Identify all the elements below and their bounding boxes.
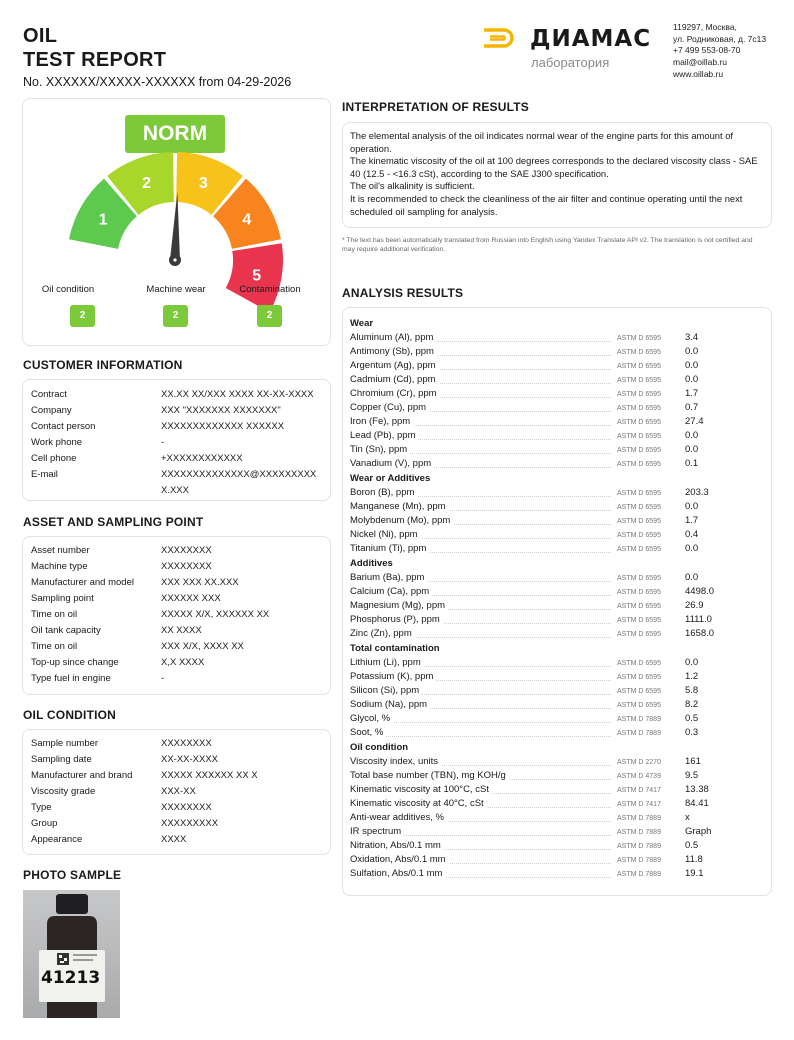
asset-heading: ASSET AND SAMPLING POINT	[23, 515, 204, 529]
field-value: X,X XXXX	[161, 657, 205, 668]
result-row	[350, 500, 762, 514]
test-method: ASTM D 6595	[617, 419, 661, 426]
parameter-name	[350, 712, 617, 726]
field-label: Manufacturer and brand	[31, 770, 133, 781]
parameter-name-text: Copper (Cu), ppm	[350, 402, 429, 413]
field-label: Sampling date	[31, 754, 92, 765]
parameter-name-text: Anti-wear additives, %	[350, 812, 447, 823]
test-method: ASTM D 7417	[617, 787, 661, 794]
gauge-segment-label: 3	[198, 175, 208, 193]
parameter-name	[350, 797, 617, 811]
report-number: No. XXXXXX/XXXXX-XXXXXX from 04-29-2026	[23, 75, 292, 89]
result-value: 0.0	[685, 374, 699, 385]
result-row	[350, 698, 762, 712]
interpretation-paragraph: It is recommended to check the cleanliness of the air filter and continue operating until the next scheduled oil sampling for analysis.	[350, 192, 743, 217]
gauge-segment-label: 4	[242, 211, 252, 229]
group-heading-oil-condition: Oil condition	[350, 742, 409, 753]
result-row	[350, 443, 762, 457]
test-method: ASTM D 6595	[617, 546, 661, 553]
group-heading-wear-or-additives: Wear or Additives	[350, 473, 431, 484]
field-value: XX.XX XX/XXX XXXX XX-XX-XXXX	[161, 389, 314, 400]
contact-line: +7 499 553-08-70	[673, 45, 741, 56]
result-value: 3.4	[685, 332, 699, 343]
result-value: 0.0	[685, 501, 699, 512]
parameter-name	[350, 853, 617, 867]
interpretation-paragraph: The oil's alkalinity is sufficient.	[350, 180, 475, 192]
field-value: XXXXXXXX	[161, 738, 212, 749]
parameter-name-text: Antimony (Sb), ppm	[350, 346, 437, 357]
indicator-label-contamination: Contamination	[239, 284, 301, 295]
parameter-name	[350, 331, 617, 345]
result-row	[350, 670, 762, 684]
parameter-name-text: Total base number (TBN), mg KOH/g	[350, 770, 509, 781]
result-row	[350, 656, 762, 670]
result-value: 0.0	[685, 657, 699, 668]
test-method: ASTM D 6595	[617, 603, 661, 610]
contact-line: ул. Родниковая, д. 7с13	[673, 33, 767, 44]
result-row	[350, 415, 762, 429]
parameter-name-text: Sodium (Na), ppm	[350, 699, 430, 710]
field-label: Sample number	[31, 738, 99, 749]
result-value: 84.41	[685, 798, 709, 809]
field-label: Contact person	[31, 421, 96, 432]
result-row	[350, 769, 762, 783]
field-value: -	[161, 437, 165, 448]
test-method: ASTM D 6595	[617, 631, 661, 638]
field-value: XXXXXXXXXXXXX XXXXXX	[161, 421, 285, 432]
asset-row-sampling-point	[31, 591, 321, 607]
test-method: ASTM D 6595	[617, 461, 661, 468]
machine-wear-badge: 2	[163, 305, 188, 327]
parameter-name-text: Soot, %	[350, 727, 386, 738]
result-row	[350, 825, 762, 839]
field-label: E-mail	[31, 469, 58, 480]
result-row	[350, 811, 762, 825]
result-row	[350, 839, 762, 853]
logo-name: ДИАМАС	[530, 26, 652, 52]
test-method: ASTM D 6595	[617, 617, 661, 624]
field-label: Appearance	[31, 834, 83, 845]
result-value: 8.2	[685, 699, 699, 710]
field-label: Sampling point	[31, 593, 94, 604]
sample-label-number: 41213	[41, 968, 101, 988]
oil-bottle-icon	[23, 890, 120, 1018]
status-badge: NORM	[125, 115, 225, 153]
test-method: ASTM D 6595	[617, 575, 661, 582]
gauge-segment-label: 2	[142, 175, 152, 193]
group-heading-wear: Wear	[350, 318, 374, 329]
field-label: Machine type	[31, 561, 88, 572]
test-method: ASTM D 7889	[617, 829, 661, 836]
result-value: 19.1	[685, 868, 704, 879]
customer-heading: CUSTOMER INFORMATION	[23, 358, 183, 372]
field-label: Time on oil	[31, 641, 78, 652]
field-value: XXXXXXXX	[161, 802, 212, 813]
analysis-results-table	[350, 316, 762, 881]
field-value: XXX "XXXXXXX XXXXXXX"	[161, 405, 281, 416]
parameter-name	[350, 627, 617, 641]
gauge-hub-dot	[173, 258, 176, 261]
result-value: 26.9	[685, 600, 704, 611]
contact-line: 119297, Москва,	[673, 22, 737, 32]
test-method: ASTM D 6595	[617, 702, 661, 709]
field-label: Viscosity grade	[31, 786, 96, 797]
parameter-name	[350, 571, 617, 585]
photo-heading: PHOTO SAMPLE	[23, 868, 122, 882]
result-value: 1658.0	[685, 628, 715, 639]
test-method: ASTM D 7889	[617, 730, 661, 737]
parameter-name	[350, 867, 617, 881]
indicator-label-oil-condition: Oil condition	[41, 284, 95, 295]
lab-contacts	[673, 22, 766, 81]
result-value: 203.3	[685, 487, 709, 498]
parameter-name-text: Tin (Sn), ppm	[350, 444, 410, 455]
test-method: ASTM D 6595	[617, 490, 661, 497]
result-value: 11.8	[685, 854, 703, 865]
parameter-name-text: Aluminum (Al), ppm	[350, 332, 436, 343]
parameter-name	[350, 783, 617, 797]
oil-row-type	[31, 800, 321, 816]
title-line-2: TEST REPORT	[23, 49, 167, 71]
customer-row-work-phone	[31, 435, 321, 451]
parameter-name-text: Kinematic viscosity at 100°C, cSt	[350, 784, 492, 795]
customer-row-contract	[31, 387, 321, 403]
result-value: 161	[685, 756, 701, 767]
result-value: 27.4	[685, 416, 704, 427]
parameter-name	[350, 656, 617, 670]
result-value: 0.4	[685, 529, 699, 540]
test-method: ASTM D 6595	[617, 363, 661, 370]
field-value: XXXXX X/X, XXXXXX XX	[161, 609, 270, 620]
result-row	[350, 867, 762, 881]
result-value: 0.0	[685, 346, 699, 357]
result-row	[350, 457, 762, 471]
parameter-name-text: Lithium (Li), ppm	[350, 657, 424, 668]
field-value: XX XXXX	[161, 625, 202, 636]
parameter-name	[350, 670, 617, 684]
parameter-name	[350, 415, 617, 429]
result-row	[350, 613, 762, 627]
field-value: +XXXXXXXXXXXX	[161, 453, 243, 464]
parameter-name-text: Viscosity index, units	[350, 756, 441, 767]
parameter-name	[350, 755, 617, 769]
parameter-name	[350, 387, 617, 401]
test-method: ASTM D 6595	[617, 433, 661, 440]
test-method: ASTM D 7889	[617, 716, 661, 723]
parameter-name-text: Iron (Fe), ppm	[350, 416, 413, 427]
parameter-name	[350, 514, 617, 528]
customer-row-cell-phone	[31, 451, 321, 467]
wear-gauge	[60, 150, 290, 285]
parameter-name	[350, 373, 617, 387]
result-value: 0.7	[685, 402, 699, 413]
asset-row-top-up-since-change	[31, 655, 321, 671]
result-row	[350, 542, 762, 556]
contamination-badge: 2	[257, 305, 282, 327]
result-value: 5.8	[685, 685, 699, 696]
parameter-name-text: Chromium (Cr), ppm	[350, 388, 440, 399]
result-row	[350, 359, 762, 373]
parameter-name	[350, 726, 617, 740]
result-value: 1.7	[685, 515, 699, 526]
parameter-name-text: Sulfation, Abs/0.1 mm	[350, 868, 445, 879]
test-method: ASTM D 6595	[617, 518, 661, 525]
asset-row-oil-tank-capacity	[31, 623, 321, 639]
result-value: 0.1	[685, 458, 699, 469]
result-value: 0.5	[685, 713, 699, 724]
test-method: ASTM D 6595	[617, 391, 661, 398]
parameter-name	[350, 825, 617, 839]
asset-row-time-on-oil	[31, 639, 321, 655]
result-value: 0.3	[685, 727, 699, 738]
result-row	[350, 401, 762, 415]
parameter-name	[350, 359, 617, 373]
oil-row-appearance	[31, 832, 321, 848]
field-value: XXXX	[161, 834, 187, 845]
test-method: ASTM D 7889	[617, 815, 661, 822]
parameter-name-text: IR spectrum	[350, 826, 404, 837]
field-label: Company	[31, 405, 72, 416]
parameter-name	[350, 528, 617, 542]
field-value: XXX-XX	[161, 786, 196, 797]
parameter-name-text: Titanium (Ti), ppm	[350, 543, 429, 554]
interpretation-paragraph: The kinematic viscosity of the oil at 100 degrees corresponds to the declared viscosity class - SAE 40 (12.5 - <16.3 cSt), according to the SAE J300 specification.	[350, 155, 758, 179]
field-value: -	[161, 673, 165, 684]
parameter-name-text: Nickel (Ni), ppm	[350, 529, 421, 540]
result-value: 9.5	[685, 770, 699, 781]
parameter-name-text: Calcium (Ca), ppm	[350, 586, 432, 597]
test-method: ASTM D 6595	[617, 688, 661, 695]
field-value: XXXXX XXXXXX XX X	[161, 770, 258, 781]
test-method: ASTM D 6595	[617, 674, 661, 681]
interpretation-heading: INTERPRETATION OF RESULTS	[342, 100, 529, 114]
field-label: Cell phone	[31, 453, 77, 464]
parameter-name	[350, 698, 617, 712]
group-heading-total-contamination: Total contamination	[350, 643, 440, 654]
parameter-name	[350, 429, 617, 443]
result-value: x	[685, 812, 690, 823]
asset-row-manufacturer-and-model	[31, 575, 321, 591]
parameter-name	[350, 457, 617, 471]
result-row	[350, 345, 762, 359]
asset-info-list	[31, 543, 321, 687]
indicator-label-machine-wear: Machine wear	[146, 284, 206, 295]
test-method: ASTM D 6595	[617, 660, 661, 667]
result-row	[350, 599, 762, 613]
oil-info-list	[31, 736, 321, 848]
result-value: 0.0	[685, 360, 699, 371]
test-method: ASTM D 6595	[617, 377, 661, 384]
field-value: XXX X/X, XXXX XX	[161, 641, 244, 652]
parameter-name-text: Argentum (Ag), ppm	[350, 360, 439, 371]
result-value: 0.0	[685, 543, 699, 554]
asset-row-type-fuel-in-engine	[31, 671, 321, 687]
parameter-name-text: Magnesium (Mg), ppm	[350, 600, 448, 611]
result-value: 1.2	[685, 671, 699, 682]
result-row	[350, 486, 762, 500]
result-row	[350, 684, 762, 698]
test-method: ASTM D 2270	[617, 759, 661, 766]
result-row	[350, 514, 762, 528]
contact-line: mail@oillab.ru	[673, 57, 727, 68]
field-label: Type fuel in engine	[31, 673, 111, 684]
parameter-name-text: Manganese (Mn), ppm	[350, 501, 449, 512]
parameter-name-text: Potassium (K), ppm	[350, 671, 436, 682]
gauge-segment-label: 1	[98, 211, 108, 229]
result-row	[350, 429, 762, 443]
parameter-name-text: Kinematic viscosity at 40°C, cSt	[350, 798, 487, 809]
customer-info-list	[31, 387, 321, 499]
oil-row-viscosity-grade	[31, 784, 321, 800]
parameter-name-text: Glycol, %	[350, 713, 393, 724]
oil-condition-badge: 2	[70, 305, 95, 327]
field-value: XXXXXX XXX	[161, 593, 221, 604]
parameter-name-text: Molybdenum (Mo), ppm	[350, 515, 453, 526]
result-row	[350, 387, 762, 401]
sample-photo[interactable]	[23, 890, 120, 1018]
logo-mark-icon	[482, 27, 522, 49]
field-label: Group	[31, 818, 58, 829]
parameter-name	[350, 345, 617, 359]
asset-row-machine-type	[31, 559, 321, 575]
field-label: Type	[31, 802, 52, 813]
field-label: Work phone	[31, 437, 83, 448]
oil-row-sampling-date	[31, 752, 321, 768]
result-value: 0.5	[685, 840, 699, 851]
analysis-heading: ANALYSIS RESULTS	[342, 286, 464, 300]
parameter-name	[350, 486, 617, 500]
result-row	[350, 797, 762, 811]
result-row	[350, 373, 762, 387]
parameter-name-text: Zinc (Zn), ppm	[350, 628, 415, 639]
parameter-name-text: Oxidation, Abs/0.1 mm	[350, 854, 449, 865]
test-method: ASTM D 6595	[617, 405, 661, 412]
parameter-name-text: Barium (Ba), ppm	[350, 572, 427, 583]
result-row	[350, 528, 762, 542]
parameter-name	[350, 769, 617, 783]
field-value: XXX XXX XX.XXX	[161, 577, 239, 588]
parameter-name-text: Nitration, Abs/0.1 mm	[350, 840, 444, 851]
field-value: XXXXXXXXXXXXXX@XXXXXXXXXX.XXX	[161, 469, 317, 496]
result-value: 0.0	[685, 444, 699, 455]
test-method: ASTM D 6595	[617, 335, 661, 342]
test-method: ASTM D 6595	[617, 504, 661, 511]
parameter-name-text: Cadmium (Cd), ppm	[350, 374, 439, 385]
result-row	[350, 755, 762, 769]
customer-row-company	[31, 403, 321, 419]
field-value: XXXXXXXXX	[161, 818, 219, 829]
parameter-name	[350, 401, 617, 415]
customer-row-contact-person	[31, 419, 321, 435]
result-value: 1111.0	[685, 614, 712, 625]
field-label: Asset number	[31, 545, 90, 556]
contact-line: www.oillab.ru	[673, 68, 724, 79]
customer-row-e-mail	[31, 467, 321, 499]
field-value: XXXXXXXX	[161, 561, 212, 572]
parameter-name-text: Boron (B), ppm	[350, 487, 417, 498]
result-value: 0.0	[685, 572, 699, 583]
report-title	[23, 24, 166, 72]
translation-note: * The text has been automatically translated from Russian into English using Yandex Translate API v2. The translation is not certified and may require additional verification.	[342, 237, 753, 253]
parameter-name	[350, 599, 617, 613]
field-value: XX-XX-XXXX	[161, 754, 219, 765]
field-label: Manufacturer and model	[31, 577, 134, 588]
parameter-name	[350, 585, 617, 599]
parameter-name	[350, 684, 617, 698]
group-heading-additives: Additives	[350, 558, 393, 569]
result-value: Graph	[685, 826, 712, 837]
parameter-name	[350, 811, 617, 825]
result-value: 4498.0	[685, 586, 715, 597]
oil-heading: OIL CONDITION	[23, 708, 117, 722]
logo-subtitle: лаборатория	[531, 55, 610, 70]
parameter-name	[350, 542, 617, 556]
title-line-1: OIL	[23, 25, 58, 47]
result-value: 0.0	[685, 430, 699, 441]
field-label: Time on oil	[31, 609, 78, 620]
field-label: Oil tank capacity	[31, 625, 101, 636]
gauge-needle	[170, 192, 180, 260]
asset-row-asset-number	[31, 543, 321, 559]
test-method: ASTM D 6595	[617, 447, 661, 454]
test-method: ASTM D 6595	[617, 349, 661, 356]
result-row	[350, 853, 762, 867]
parameter-name	[350, 443, 617, 457]
result-row	[350, 712, 762, 726]
result-row	[350, 585, 762, 599]
parameter-name-text: Silicon (Si), ppm	[350, 685, 422, 696]
parameter-name	[350, 613, 617, 627]
result-row	[350, 783, 762, 797]
result-row	[350, 331, 762, 345]
result-row	[350, 571, 762, 585]
result-value: 1.7	[685, 388, 699, 399]
field-value: XXXXXXXX	[161, 545, 212, 556]
result-row	[350, 726, 762, 740]
test-method: ASTM D 6595	[617, 589, 661, 596]
parameter-name-text: Vanadium (V), ppm	[350, 458, 434, 469]
parameter-name-text: Lead (Pb), ppm	[350, 430, 418, 441]
oil-row-group	[31, 816, 321, 832]
field-label: Top-up since change	[31, 657, 119, 668]
oil-row-sample-number	[31, 736, 321, 752]
test-method: ASTM D 7889	[617, 857, 661, 864]
interpretation-paragraph: The elemental analysis of the oil indicates normal wear of the engine parts for this amount of operation.	[350, 130, 734, 154]
test-method: ASTM D 7417	[617, 801, 661, 808]
test-method: ASTM D 7889	[617, 843, 661, 850]
parameter-name-text: Phosphorus (P), ppm	[350, 614, 443, 625]
asset-row-time-on-oil	[31, 607, 321, 623]
oil-row-manufacturer-and-brand	[31, 768, 321, 784]
parameter-name	[350, 839, 617, 853]
result-row	[350, 627, 762, 641]
gauge-segment-label: 5	[252, 267, 262, 285]
result-value: 13.38	[685, 784, 709, 795]
test-method: ASTM D 6595	[617, 532, 661, 539]
interpretation-text	[350, 130, 762, 218]
test-method: ASTM D 7889	[617, 871, 661, 878]
parameter-name	[350, 500, 617, 514]
field-label: Contract	[31, 389, 67, 400]
test-method: ASTM D 4739	[617, 773, 661, 780]
